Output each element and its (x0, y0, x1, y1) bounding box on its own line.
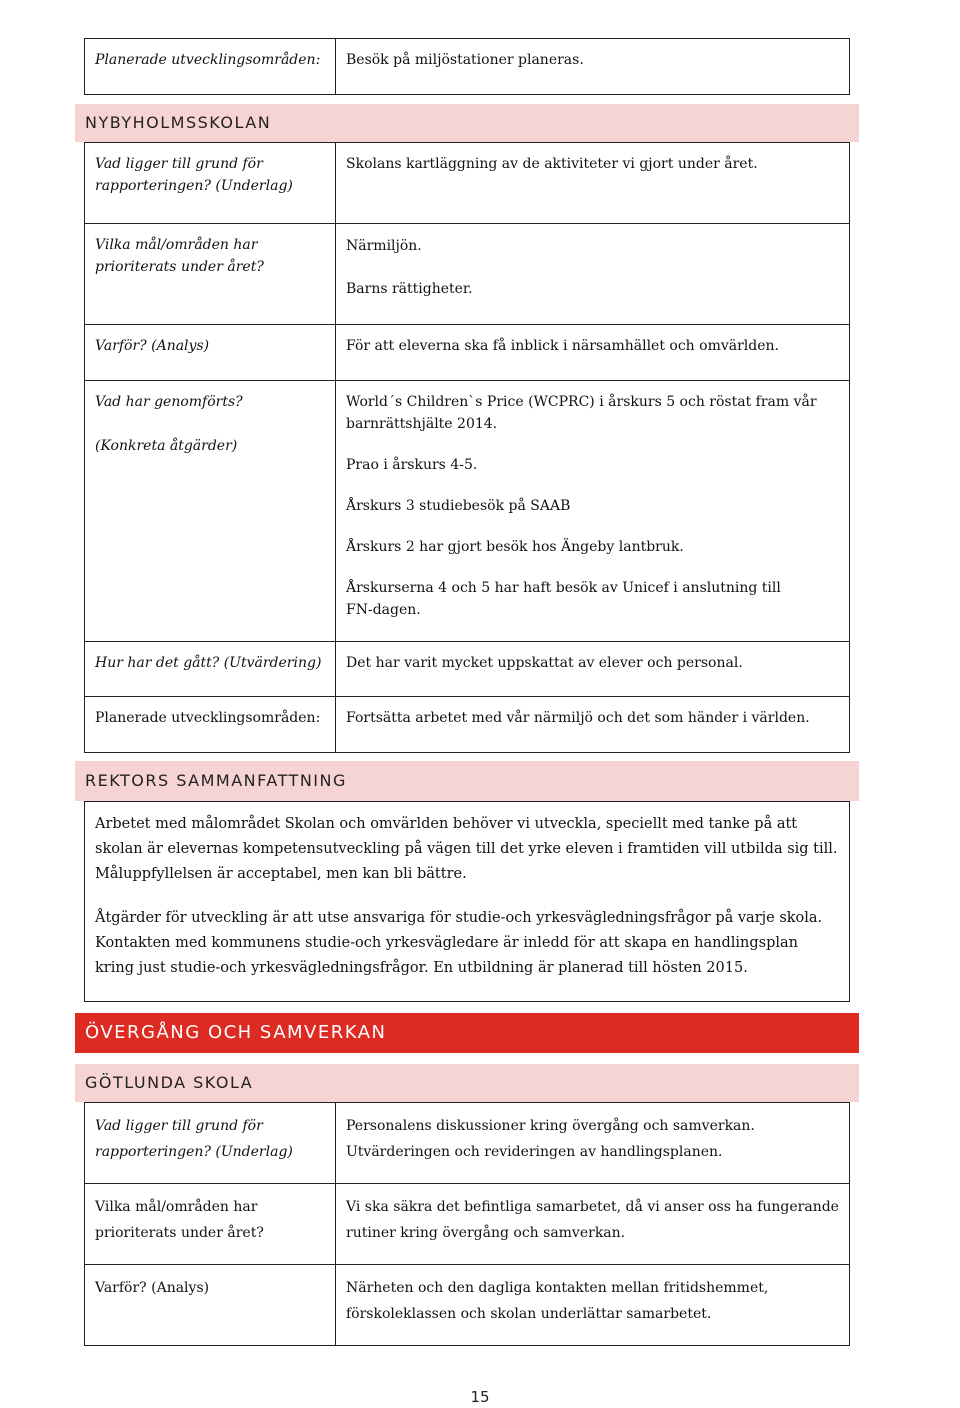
row-question: Planerade utvecklingsområden: (85, 697, 336, 753)
answer-line: Närheten och den dagliga kontakten mellan fritidshemmet, förskoleklassen och skolan underlättar samarbetet. (346, 1280, 769, 1322)
answer-line: Barns rättigheter. (346, 281, 473, 297)
row-answer (336, 224, 850, 325)
table-row (85, 143, 850, 224)
row-answer (336, 642, 850, 697)
table-row (85, 1184, 850, 1265)
table-row (85, 1103, 850, 1184)
section-heading-rektor: REKTORS SAMMANFATTNING (75, 761, 859, 801)
row-question: Varför? (Analys) (85, 1265, 336, 1346)
answer-line: Skolans kartläggning av de aktiviteter vi gjort under året. (346, 156, 758, 172)
answer-line: Årskurserna 4 och 5 har haft besök av Unicef i anslutning till FN-dagen. (346, 580, 781, 618)
table-row (85, 697, 850, 753)
gotlunda-table (84, 1102, 850, 1346)
row-question (85, 381, 336, 642)
question-line: (Konkreta åtgärder) (95, 438, 238, 454)
rektor-summary (84, 801, 850, 1002)
table-row (85, 224, 850, 325)
row-question: Vilka mål/områden har prioriterats under året? (85, 224, 336, 325)
table-row (85, 1265, 850, 1346)
section-heading-overgang: ÖVERGÅNG OCH SAMVERKAN (75, 1013, 859, 1053)
question-line: Vad har genomförts? (95, 394, 243, 410)
row-question: Vad ligger till grund för rapporteringen? (Underlag) (85, 143, 336, 224)
answer-line: Årskurs 2 har gjort besök hos Ängeby lantbruk. (346, 539, 684, 555)
table-row (85, 642, 850, 697)
nybyholm-table (84, 142, 850, 753)
table-row (85, 39, 850, 95)
row-answer (336, 1184, 850, 1265)
row-question: Varför? (Analys) (85, 325, 336, 381)
summary-paragraph: Arbetet med målområdet Skolan och omvärlden behöver vi utveckla, speciellt med tanke på att skolan är elevernas kompetensutveckling på vägen till det yrke eleven i framtiden vill utbilda sig till. Måluppfyllelsen är acceptabel, men kan bli bättre. (95, 816, 838, 882)
summary-paragraph: Åtgärder för utveckling är att utse ansvariga för studie-och yrkesvägledningsfrågor på varje skola. Kontakten med kommunens studie-och yrkesvägledare är inledd för att skapa en handlingsplan kring just studie-och yrkesvägledningsfrågor. En utbildning är planerad till hösten 2015. (95, 910, 823, 976)
answer-line: För att eleverna ska få inblick i närsamhället och omvärlden. (346, 338, 779, 354)
page-number: 15 (470, 1388, 490, 1406)
row-question: Hur har det gått? (Utvärdering) (85, 642, 336, 697)
top-table (84, 38, 850, 95)
row-answer (336, 143, 850, 224)
answer-line: Närmiljön. (346, 238, 422, 254)
section-heading-gotlunda: GÖTLUNDA SKOLA (75, 1064, 859, 1102)
table-row (85, 381, 850, 642)
answer-line: Fortsätta arbetet med vår närmiljö och det som händer i världen. (346, 710, 810, 726)
answer-line: Personalens diskussioner kring övergång och samverkan. Utvärderingen och revideringen av handlingsplanen. (346, 1118, 755, 1160)
row-question: Vilka mål/områden har prioriterats under året? (85, 1184, 336, 1265)
row-answer (336, 381, 850, 642)
row-answer (336, 325, 850, 381)
row-question: Vad ligger till grund för rapporteringen? (Underlag) (85, 1103, 336, 1184)
row-answer: Besök på miljöstationer planeras. (336, 39, 850, 95)
row-question: Planerade utvecklingsområden: (85, 39, 336, 95)
answer-line: Årskurs 3 studiebesök på SAAB (346, 498, 571, 514)
answer-line: Det har varit mycket uppskattat av elever och personal. (346, 655, 743, 671)
row-answer (336, 1103, 850, 1184)
section-heading-nybyholm: NYBYHOLMSSKOLAN (75, 104, 859, 142)
table-row (85, 325, 850, 381)
answer-line: Prao i årskurs 4-5. (346, 457, 478, 473)
answer-line: World´s Children`s Price (WCPRC) i årskurs 5 och röstat fram vår barnrättshjälte 2014. (346, 394, 817, 432)
answer-line: Vi ska säkra det befintliga samarbetet, då vi anser oss ha fungerande rutiner kring övergång och samverkan. (346, 1199, 839, 1241)
row-answer (336, 1265, 850, 1346)
row-answer (336, 697, 850, 753)
